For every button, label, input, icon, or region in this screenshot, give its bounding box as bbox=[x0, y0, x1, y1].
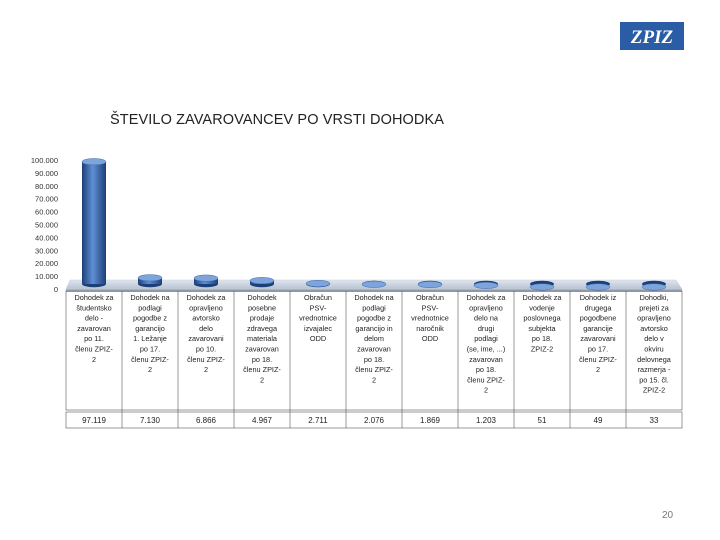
y-tick-label: 40.000 bbox=[35, 233, 58, 243]
bar bbox=[306, 280, 330, 287]
category-label: Dohodki, prejeti za opravljeno avtorsko delo v okviru delovnega razmerja -po 15. čl. ZPIZ-2 bbox=[637, 293, 671, 395]
y-tick-label: 50.000 bbox=[35, 220, 58, 230]
bar bbox=[138, 275, 162, 288]
y-tick-label: 90.000 bbox=[35, 168, 58, 178]
bar bbox=[642, 281, 666, 290]
bar-top bbox=[250, 277, 274, 283]
category-table bbox=[66, 291, 682, 428]
bars bbox=[82, 159, 666, 291]
bar-top bbox=[82, 159, 106, 165]
y-tick-label: 10.000 bbox=[35, 272, 58, 282]
data-label: 51 bbox=[537, 416, 547, 425]
data-label: 97.119 bbox=[82, 416, 106, 425]
bar-top bbox=[530, 284, 554, 290]
y-tick-label: 70.000 bbox=[35, 194, 58, 204]
page-number: 20 bbox=[662, 510, 674, 521]
bar-top bbox=[194, 275, 218, 281]
bar-top bbox=[586, 284, 610, 290]
bar-top bbox=[642, 284, 666, 290]
bar bbox=[82, 159, 106, 288]
bar bbox=[250, 277, 274, 287]
category-label: Dohodek na podlagi pogodbe z garancijo 1. Ležanje po 17. členu ZPIZ-2 bbox=[130, 293, 170, 375]
bar bbox=[474, 281, 498, 289]
category-label: Dohodek za študentsko delo -zavarovan po 11. členu ZPIZ-2 bbox=[74, 293, 114, 364]
y-tick-label: 20.000 bbox=[35, 259, 58, 269]
bar-body bbox=[82, 162, 106, 284]
bar-top bbox=[418, 281, 442, 287]
y-tick-label: 0 bbox=[53, 285, 58, 294]
data-label: 33 bbox=[649, 416, 659, 425]
data-label: 1.869 bbox=[419, 416, 441, 425]
bar-top bbox=[306, 280, 330, 286]
category-label: Dohodek na podlagi pogodbe z garancijo in delom zavarovan po 18. členu ZPIZ-2 bbox=[354, 293, 394, 385]
bar bbox=[194, 275, 218, 287]
data-label: 4.967 bbox=[251, 416, 273, 425]
data-label: 2.076 bbox=[363, 416, 385, 425]
y-tick-label: 100.000 bbox=[30, 156, 58, 165]
bar-top bbox=[474, 282, 498, 288]
data-label: 2.711 bbox=[308, 416, 328, 425]
category-label: Obračun PSV-vrednotnice naročnik ODD bbox=[411, 293, 449, 344]
category-label: Dohodek za opravljeno delo na drugi podlagi (se, ime, ...) zavarovan po 18. členu ZPIZ-2 bbox=[466, 293, 506, 395]
y-axis bbox=[31, 156, 58, 294]
data-label: 6.866 bbox=[195, 416, 217, 425]
y-tick-label: 80.000 bbox=[35, 181, 58, 191]
data-label: 7.130 bbox=[139, 416, 161, 425]
data-label: 49 bbox=[593, 416, 603, 425]
y-tick-label: 30.000 bbox=[35, 246, 58, 256]
bar-top bbox=[138, 275, 162, 281]
category-label: Obračun PSV-vrednotnice izvajalec ODD bbox=[299, 293, 337, 344]
data-label: 1.203 bbox=[475, 416, 497, 425]
bar bbox=[362, 281, 386, 288]
category-label: Dohodek za opravljeno avtorsko delo zavarovani po 10. členu ZPIZ-2 bbox=[186, 293, 226, 375]
category-label: Dohodek iz drugega pogodbene garancije zavarovani po 17. členu ZPIZ-2 bbox=[579, 293, 617, 375]
bar-top bbox=[362, 281, 386, 287]
chart-title: ŠTEVILO ZAVAROVANCEV PO VRSTI DOHODKA bbox=[110, 112, 445, 128]
bar bbox=[418, 281, 442, 288]
logo-text: ZPIZ bbox=[630, 27, 674, 48]
bar bbox=[530, 281, 554, 290]
y-tick-label: 60.000 bbox=[35, 207, 58, 217]
category-label: Dohodek za vodenje poslovnega subjekta po 18. ZPIZ-2 bbox=[522, 293, 562, 354]
category-label: Dohodek posebne prodaje zdravega materiala zavarovan po 18. členu ZPIZ-2 bbox=[243, 293, 281, 385]
bar bbox=[586, 281, 610, 290]
